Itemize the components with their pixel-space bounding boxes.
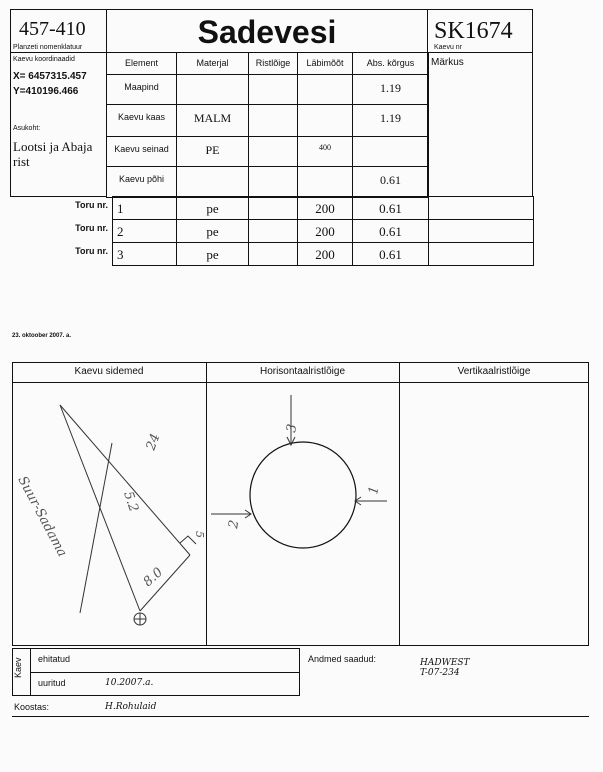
- nomenclature-label: Planzeti nomenklatuur: [13, 44, 83, 51]
- nomenclature-value: 457-410: [19, 18, 86, 40]
- pipe-cell: [112, 219, 177, 243]
- table-cell-value: Maapind: [124, 82, 159, 92]
- coordinates-label: Kaevu koordinaadid: [13, 56, 75, 63]
- pipe-cell-value: 0.61: [379, 247, 402, 262]
- pipe-cell: [248, 196, 298, 220]
- table-cell: [352, 104, 429, 137]
- table-cell: [297, 166, 353, 198]
- pipe-cell: [176, 196, 249, 220]
- pipe-cell: [428, 196, 534, 220]
- pipe-cell-value: pe: [206, 224, 219, 239]
- pipe-cell-value: 0.61: [379, 224, 402, 239]
- connections-sketch: [12, 383, 206, 646]
- pipe-cell: [297, 242, 353, 266]
- pipe-row-label: Toru nr.: [75, 246, 108, 256]
- measured-label: uuritud: [38, 678, 66, 688]
- survey-date: 23. oktoober 2007. a.: [12, 333, 72, 339]
- coordinates-box: [10, 52, 107, 197]
- table-cell: [297, 104, 353, 137]
- table-cell: [176, 166, 249, 198]
- location-label: Asukoht:: [13, 125, 41, 132]
- well-number-value: SK1674: [434, 18, 513, 44]
- table-cell: [106, 104, 177, 137]
- table-cell-value: 0.61: [380, 173, 401, 187]
- table-cell: [106, 166, 177, 198]
- remarks-label: Märkus: [431, 57, 464, 68]
- pipe-number-top: 3: [284, 422, 301, 434]
- panel-title-connections: Kaevu sidemed: [74, 366, 144, 377]
- compiled-value: H.Rohulaid: [105, 702, 157, 712]
- table-cell: [176, 104, 249, 137]
- footer-side-label: Kaev: [13, 657, 23, 678]
- pipe-cell: [297, 196, 353, 220]
- table-cell-value: 1.19: [380, 111, 401, 125]
- pipe-number-left: 2: [226, 518, 243, 530]
- pipe-cell: [352, 219, 429, 243]
- table-cell: [297, 136, 353, 167]
- well-number-box: [427, 9, 533, 53]
- compiled-label: Koostas:: [14, 702, 50, 712]
- pipe-cell: [428, 219, 534, 243]
- table-header-label: Materjal: [196, 58, 229, 68]
- table-cell-value: 1.19: [380, 81, 401, 95]
- location-value-line2: rist: [13, 154, 30, 169]
- pipe-cell: [176, 242, 249, 266]
- pipe-cell: [112, 242, 177, 266]
- distance-label-c: 8.0: [140, 564, 167, 590]
- horizontal-section-sketch: [207, 383, 399, 646]
- distance-label-d: 5: [193, 531, 206, 538]
- table-cell-value: Kaevu kaas: [117, 112, 166, 122]
- pipe-cell: [176, 219, 249, 243]
- table-header-cell: [106, 52, 177, 75]
- compiled-row-line: [12, 716, 589, 717]
- footer-row-divider: [30, 672, 300, 673]
- pipe-cell-value: 200: [315, 224, 335, 239]
- pipe-cell: [352, 242, 429, 266]
- table-cell: [352, 74, 429, 105]
- pipe-cell: [428, 242, 534, 266]
- well-number-label: Kaevu nr: [434, 44, 463, 51]
- pipe-cell: [297, 219, 353, 243]
- measured-value: 10.2007.a.: [105, 678, 154, 688]
- coordinate-y: Y=410196.466: [13, 86, 79, 97]
- table-cell: [248, 104, 298, 137]
- table-cell-value: PE: [205, 143, 220, 157]
- table-cell: [176, 136, 249, 167]
- table-header-cell: [352, 52, 429, 75]
- table-header-cell: [176, 52, 249, 75]
- pipe-cell: [352, 196, 429, 220]
- table-cell: [352, 136, 429, 167]
- pipe-cell-value: 0.61: [379, 201, 402, 216]
- table-header-label: Ristlõige: [255, 58, 291, 68]
- table-header-cell: [248, 52, 298, 75]
- pipe-cell: [112, 196, 177, 220]
- data-from-reference: T-07-234: [420, 668, 460, 678]
- table-cell: [106, 136, 177, 167]
- table-cell: [297, 74, 353, 105]
- location-value-line1: Lootsi ja Abaja: [13, 139, 93, 154]
- table-cell-value: 400: [319, 143, 331, 152]
- pipe-cell-value: 1: [117, 201, 124, 216]
- well-circle: [250, 442, 356, 548]
- table-cell: [352, 166, 429, 198]
- table-header-label: Abs. kõrgus: [366, 58, 415, 68]
- distance-label-a: 24: [143, 431, 164, 453]
- table-cell: [106, 74, 177, 105]
- sketch-line-long: [60, 405, 190, 555]
- distance-label-b: 5.2: [120, 489, 141, 514]
- table-cell: [248, 74, 298, 105]
- remarks-box: [427, 52, 533, 197]
- nomenclature-box: [10, 9, 107, 53]
- page-title: Sadevesi: [197, 14, 337, 50]
- table-cell: [248, 136, 298, 167]
- table-header-label: Element: [124, 58, 159, 68]
- table-cell: [176, 74, 249, 105]
- panel-title-vertical: Vertikaalristlõige: [457, 366, 531, 377]
- table-header-label: Läbimõõt: [306, 58, 344, 68]
- pipe-cell-value: 3: [117, 247, 124, 262]
- table-header-cell: [297, 52, 353, 75]
- pipe-number-right: 1: [366, 484, 383, 496]
- pipe-cell-value: 2: [117, 224, 124, 239]
- table-cell-value: Kaevu põhi: [118, 174, 165, 184]
- table-cell-value: MALM: [193, 111, 232, 125]
- panel-divider-2: [399, 362, 400, 646]
- built-label: ehitatud: [38, 654, 71, 664]
- pipe-cell: [248, 242, 298, 266]
- panel-title-horizontal: Horisontaalristlõige: [259, 366, 346, 377]
- pipe-cell-value: 200: [315, 201, 335, 216]
- data-from-label: Andmed saadud:: [308, 654, 377, 664]
- table-cell-value: Kaevu seinad: [114, 144, 169, 154]
- coordinate-x: X= 6457315.457: [13, 71, 87, 82]
- pipe-cell-value: pe: [206, 247, 219, 262]
- pipe-cell-value: 200: [315, 247, 335, 262]
- pipe-row-label: Toru nr.: [75, 223, 108, 233]
- title-box: [106, 9, 428, 53]
- pipe-row-label: Toru nr.: [75, 200, 108, 210]
- table-cell: [248, 166, 298, 198]
- street-label: Suur-Sadama: [14, 473, 70, 560]
- pipe-cell: [248, 219, 298, 243]
- data-from-company: HADWEST: [420, 658, 470, 668]
- pipe-cell-value: pe: [206, 201, 219, 216]
